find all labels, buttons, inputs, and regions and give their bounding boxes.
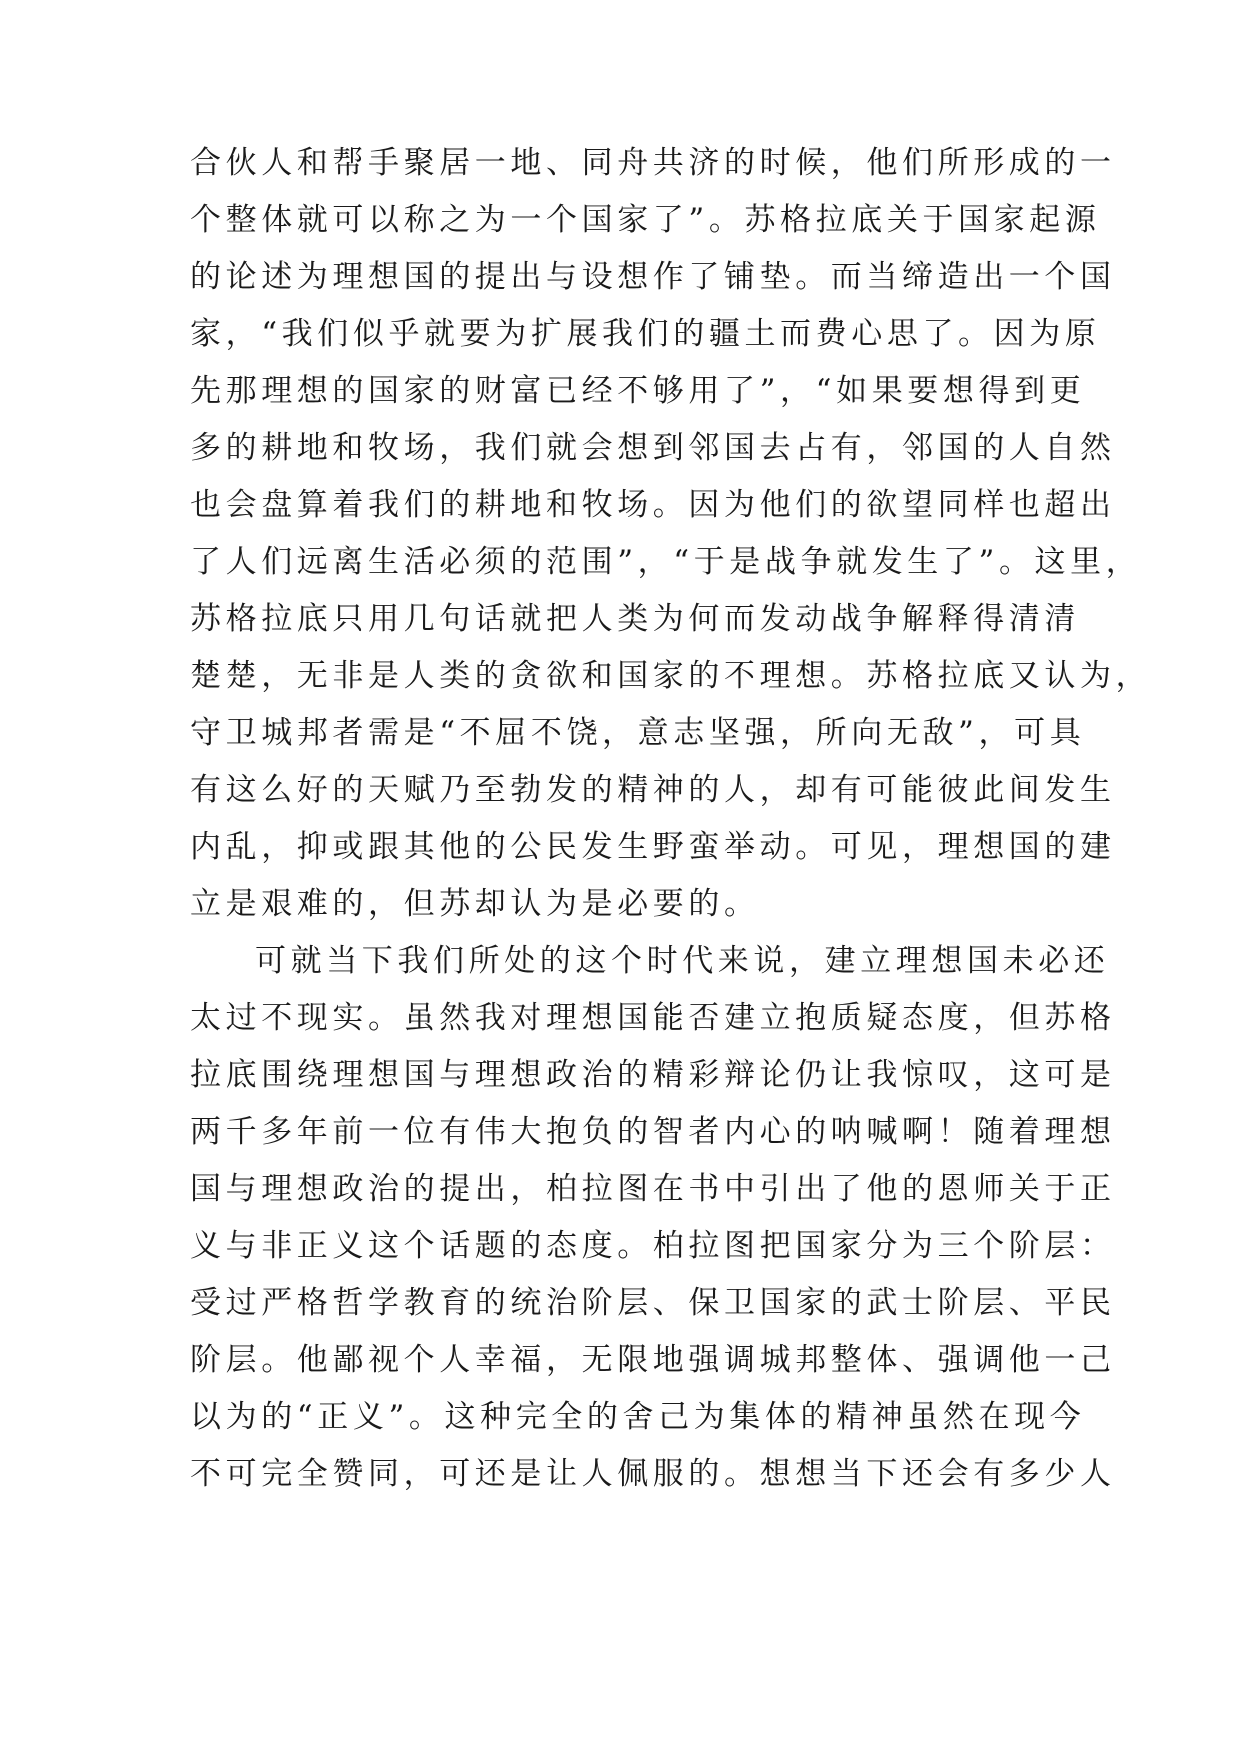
text-line: 拉底围绕理想国与理想政治的精彩辩论仍让我惊叹，这可是 xyxy=(190,1057,1116,1093)
text-line: 内乱，抑或跟其他的公民发生野蛮举动。可见，理想国的建 xyxy=(190,829,1116,865)
text-line: 先那理想的国家的财富已经不够用了”，“如果要想得到更 xyxy=(190,373,1086,409)
text-line: 有这么好的天赋乃至勃发的精神的人，却有可能彼此间发生 xyxy=(190,772,1116,808)
text-line: 阶层。他鄙视个人幸福，无限地强调城邦整体、强调他一己 xyxy=(190,1342,1116,1378)
text-line: 国与理想政治的提出，柏拉图在书中引出了他的恩师关于正 xyxy=(190,1171,1116,1207)
text-line: 苏格拉底只用几句话就把人类为何而发动战争解释得清清 xyxy=(190,601,1080,637)
text-line: 太过不现实。虽然我对理想国能否建立抱质疑态度，但苏格 xyxy=(190,1000,1116,1036)
text-line: 多的耕地和牧场，我们就会想到邻国去占有，邻国的人自然 xyxy=(190,430,1116,466)
text-line: 守卫城邦者需是“不屈不饶，意志坚强，所向无敌”，可具 xyxy=(190,715,1086,751)
text-line: 楚楚，无非是人类的贪欲和国家的不理想。苏格拉底又认为， xyxy=(190,658,1152,694)
text-line: 的论述为理想国的提出与设想作了铺垫。而当缔造出一个国 xyxy=(190,259,1116,295)
text-line: 义与非正义这个话题的态度。柏拉图把国家分为三个阶层： xyxy=(190,1228,1116,1264)
text-line: 两千多年前一位有伟大抱负的智者内心的呐喊啊！随着理想 xyxy=(190,1114,1116,1150)
text-line: 以为的“正义”。这种完全的舍己为集体的精神虽然在现今 xyxy=(190,1399,1086,1435)
text-line: 立是艰难的，但苏却认为是必要的。 xyxy=(190,886,760,922)
text-line: 合伙人和帮手聚居一地、同舟共济的时候，他们所形成的一 xyxy=(190,145,1116,181)
text-line: 不可完全赞同，可还是让人佩服的。想想当下还会有多少人 xyxy=(190,1456,1116,1492)
text-line: 受过严格哲学教育的统治阶层、保卫国家的武士阶层、平民 xyxy=(190,1285,1116,1321)
text-line: 家，“我们似乎就要为扩展我们的疆土而费心思了。因为原 xyxy=(190,316,1101,352)
paragraph-first-line: 可就当下我们所处的这个时代来说，建立理想国未必还 xyxy=(255,943,1110,979)
text-line: 个整体就可以称之为一个国家了”。苏格拉底关于国家起源 xyxy=(190,202,1101,238)
text-line: 也会盘算着我们的耕地和牧场。因为他们的欲望同样也超出 xyxy=(190,487,1116,523)
text-line: 了人们远离生活必须的范围”，“于是战争就发生了”。这里， xyxy=(190,544,1142,580)
